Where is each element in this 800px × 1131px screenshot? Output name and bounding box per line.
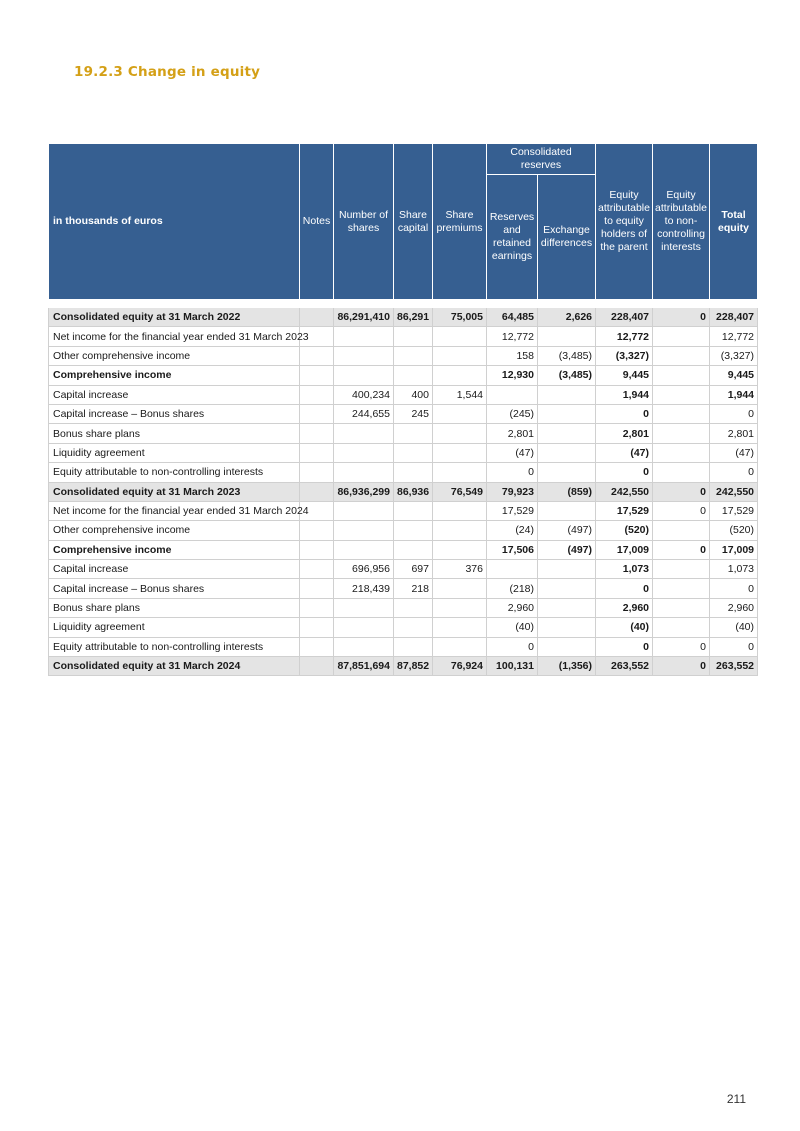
cell-parent: 2,801 (596, 424, 653, 443)
cell-nci (653, 618, 710, 637)
cell-shares: 86,291,410 (334, 308, 394, 327)
cell-reserves: 17,506 (487, 540, 538, 559)
cell-exchange (538, 579, 596, 598)
cell-nci (653, 560, 710, 579)
cell-reserves: 2,960 (487, 598, 538, 617)
cell-total: 1,944 (710, 385, 758, 404)
cell-reserves: (47) (487, 443, 538, 462)
cell-parent: (47) (596, 443, 653, 462)
cell-capital: 86,291 (394, 308, 433, 327)
cell-nci (653, 327, 710, 346)
cell-parent: 9,445 (596, 366, 653, 385)
table-row (49, 327, 758, 346)
cell-premiums (433, 540, 487, 559)
cell-capital: 400 (394, 385, 433, 404)
row-label: Net income for the financial year ended 31 March 2023 (49, 327, 300, 346)
cell-premiums (433, 404, 487, 423)
cell-exchange (538, 560, 596, 579)
row-label: Equity attributable to non-controlling interests (49, 463, 300, 482)
cell-notes (300, 560, 334, 579)
cell-nci: 0 (653, 501, 710, 520)
row-label: Other comprehensive income (49, 346, 300, 365)
cell-parent: 0 (596, 579, 653, 598)
cell-nci (653, 346, 710, 365)
cell-exchange: (3,485) (538, 346, 596, 365)
cell-total: 9,445 (710, 366, 758, 385)
row-label: Capital increase (49, 385, 300, 404)
row-label: Comprehensive income (49, 540, 300, 559)
cell-premiums (433, 618, 487, 637)
cell-total: (3,327) (710, 346, 758, 365)
cell-reserves: (218) (487, 579, 538, 598)
cell-reserves: 17,529 (487, 501, 538, 520)
cell-nci: 0 (653, 540, 710, 559)
cell-premiums (433, 501, 487, 520)
cell-parent: 0 (596, 404, 653, 423)
cell-shares (334, 598, 394, 617)
cell-exchange (538, 637, 596, 656)
cell-exchange: (1,356) (538, 657, 596, 676)
cell-shares (334, 366, 394, 385)
cell-exchange: (3,485) (538, 366, 596, 385)
cell-parent: 0 (596, 637, 653, 656)
cell-total: 0 (710, 463, 758, 482)
cell-exchange (538, 385, 596, 404)
cell-exchange (538, 501, 596, 520)
cell-exchange: 2,626 (538, 308, 596, 327)
cell-exchange: (497) (538, 540, 596, 559)
cell-notes (300, 366, 334, 385)
cell-capital (394, 327, 433, 346)
header-number-of-shares: Number of shares (334, 144, 394, 300)
cell-nci (653, 598, 710, 617)
cell-total: 2,801 (710, 424, 758, 443)
cell-notes (300, 657, 334, 676)
cell-premiums (433, 366, 487, 385)
cell-parent: 2,960 (596, 598, 653, 617)
table-row (49, 540, 758, 559)
cell-notes (300, 637, 334, 656)
cell-shares (334, 540, 394, 559)
cell-shares (334, 346, 394, 365)
cell-capital (394, 637, 433, 656)
cell-parent: 228,407 (596, 308, 653, 327)
cell-premiums (433, 579, 487, 598)
table-row (49, 346, 758, 365)
table-body (49, 300, 758, 676)
row-label: Liquidity agreement (49, 443, 300, 462)
cell-shares: 400,234 (334, 385, 394, 404)
cell-notes (300, 346, 334, 365)
cell-shares (334, 443, 394, 462)
cell-capital: 87,852 (394, 657, 433, 676)
header-share-premiums: Share premiums (433, 144, 487, 300)
cell-total: 0 (710, 637, 758, 656)
cell-reserves: 158 (487, 346, 538, 365)
cell-notes (300, 424, 334, 443)
cell-total: 263,552 (710, 657, 758, 676)
cell-nci (653, 443, 710, 462)
cell-premiums: 376 (433, 560, 487, 579)
cell-premiums: 76,924 (433, 657, 487, 676)
cell-parent: 242,550 (596, 482, 653, 501)
row-label: Consolidated equity at 31 March 2024 (49, 657, 300, 676)
header-reserves: Reserves and retained earnings (487, 175, 538, 300)
row-label: Other comprehensive income (49, 521, 300, 540)
cell-parent: (40) (596, 618, 653, 637)
cell-shares: 244,655 (334, 404, 394, 423)
header-equity-parent: Equity attributable to equity holders of the parent (596, 144, 653, 300)
cell-capital (394, 443, 433, 462)
cell-exchange: (859) (538, 482, 596, 501)
section-title: 19.2.3 Change in equity (74, 64, 261, 80)
cell-reserves (487, 560, 538, 579)
table-row (49, 308, 758, 327)
change-in-equity-table (48, 143, 758, 676)
cell-total: 242,550 (710, 482, 758, 501)
table-row (49, 366, 758, 385)
cell-reserves: 64,485 (487, 308, 538, 327)
cell-capital: 218 (394, 579, 433, 598)
cell-capital (394, 521, 433, 540)
table-row (49, 463, 758, 482)
cell-notes (300, 521, 334, 540)
cell-total: (520) (710, 521, 758, 540)
cell-notes (300, 540, 334, 559)
table-row (49, 443, 758, 462)
cell-exchange (538, 443, 596, 462)
cell-nci (653, 424, 710, 443)
cell-premiums (433, 521, 487, 540)
cell-total: 1,073 (710, 560, 758, 579)
table-row (49, 618, 758, 637)
cell-exchange (538, 463, 596, 482)
row-label: Equity attributable to non-controlling interests (49, 637, 300, 656)
cell-capital: 697 (394, 560, 433, 579)
table-row (49, 501, 758, 520)
cell-exchange (538, 598, 596, 617)
cell-premiums (433, 424, 487, 443)
cell-parent: (3,327) (596, 346, 653, 365)
cell-notes (300, 308, 334, 327)
row-label: Net income for the financial year ended 31 March 2024 (49, 501, 300, 520)
cell-nci: 0 (653, 308, 710, 327)
cell-reserves: 12,930 (487, 366, 538, 385)
table-row (49, 637, 758, 656)
cell-exchange (538, 424, 596, 443)
cell-shares (334, 637, 394, 656)
cell-reserves: 2,801 (487, 424, 538, 443)
cell-total: 12,772 (710, 327, 758, 346)
cell-nci (653, 463, 710, 482)
cell-total: 17,009 (710, 540, 758, 559)
cell-nci (653, 521, 710, 540)
header-label: in thousands of euros (49, 144, 300, 300)
cell-parent: 1,073 (596, 560, 653, 579)
cell-notes (300, 404, 334, 423)
cell-exchange (538, 327, 596, 346)
cell-nci (653, 404, 710, 423)
cell-reserves: (245) (487, 404, 538, 423)
cell-capital (394, 540, 433, 559)
cell-reserves: (40) (487, 618, 538, 637)
cell-reserves: 12,772 (487, 327, 538, 346)
cell-total: 0 (710, 404, 758, 423)
cell-premiums: 75,005 (433, 308, 487, 327)
cell-parent: 17,529 (596, 501, 653, 520)
cell-nci (653, 385, 710, 404)
cell-shares (334, 618, 394, 637)
header-notes: Notes (300, 144, 334, 300)
cell-premiums: 76,549 (433, 482, 487, 501)
cell-notes (300, 618, 334, 637)
cell-shares (334, 521, 394, 540)
cell-exchange: (497) (538, 521, 596, 540)
cell-notes (300, 579, 334, 598)
table-row (49, 560, 758, 579)
cell-shares (334, 424, 394, 443)
cell-reserves (487, 385, 538, 404)
table-row (49, 521, 758, 540)
cell-shares (334, 327, 394, 346)
row-label: Consolidated equity at 31 March 2023 (49, 482, 300, 501)
row-label: Capital increase (49, 560, 300, 579)
cell-parent: 12,772 (596, 327, 653, 346)
cell-parent: 1,944 (596, 385, 653, 404)
cell-capital (394, 618, 433, 637)
cell-reserves: 79,923 (487, 482, 538, 501)
table-row (49, 482, 758, 501)
cell-capital (394, 598, 433, 617)
cell-nci: 0 (653, 637, 710, 656)
cell-capital (394, 424, 433, 443)
cell-capital (394, 346, 433, 365)
cell-shares: 86,936,299 (334, 482, 394, 501)
cell-parent: 0 (596, 463, 653, 482)
table-row (49, 598, 758, 617)
cell-total: 2,960 (710, 598, 758, 617)
cell-exchange (538, 404, 596, 423)
cell-capital: 86,936 (394, 482, 433, 501)
cell-total: 17,529 (710, 501, 758, 520)
row-label: Capital increase – Bonus shares (49, 579, 300, 598)
cell-shares: 87,851,694 (334, 657, 394, 676)
cell-notes (300, 482, 334, 501)
cell-parent: (520) (596, 521, 653, 540)
cell-shares: 696,956 (334, 560, 394, 579)
row-label: Comprehensive income (49, 366, 300, 385)
cell-premiums (433, 598, 487, 617)
cell-nci: 0 (653, 482, 710, 501)
cell-premiums (433, 637, 487, 656)
table-row (49, 657, 758, 676)
row-label: Consolidated equity at 31 March 2022 (49, 308, 300, 327)
cell-premiums: 1,544 (433, 385, 487, 404)
row-label: Bonus share plans (49, 424, 300, 443)
cell-premiums (433, 346, 487, 365)
cell-premiums (433, 327, 487, 346)
cell-notes (300, 463, 334, 482)
cell-parent: 263,552 (596, 657, 653, 676)
cell-premiums (433, 443, 487, 462)
header-total-equity: Total equity (710, 144, 758, 300)
header-consolidated-reserves: Consolidated reserves (487, 144, 596, 175)
cell-reserves: 0 (487, 463, 538, 482)
table-row (49, 579, 758, 598)
table-row (49, 385, 758, 404)
cell-reserves: (24) (487, 521, 538, 540)
cell-capital (394, 366, 433, 385)
header-exchange-differences: Exchange differences (538, 175, 596, 300)
header-share-capital: Share capital (394, 144, 433, 300)
table-header (49, 144, 758, 300)
table-row (49, 404, 758, 423)
cell-nci: 0 (653, 657, 710, 676)
cell-nci (653, 579, 710, 598)
cell-notes (300, 443, 334, 462)
cell-shares (334, 501, 394, 520)
table-row (49, 424, 758, 443)
header-equity-nci: Equity attributable to non-controlling interests (653, 144, 710, 300)
cell-capital: 245 (394, 404, 433, 423)
cell-premiums (433, 463, 487, 482)
cell-total: 0 (710, 579, 758, 598)
cell-capital (394, 463, 433, 482)
cell-shares (334, 463, 394, 482)
cell-total: (47) (710, 443, 758, 462)
row-label: Bonus share plans (49, 598, 300, 617)
row-label: Capital increase – Bonus shares (49, 404, 300, 423)
cell-exchange (538, 618, 596, 637)
cell-nci (653, 366, 710, 385)
cell-reserves: 100,131 (487, 657, 538, 676)
cell-total: 228,407 (710, 308, 758, 327)
cell-parent: 17,009 (596, 540, 653, 559)
cell-total: (40) (710, 618, 758, 637)
cell-notes (300, 385, 334, 404)
row-label: Liquidity agreement (49, 618, 300, 637)
cell-shares: 218,439 (334, 579, 394, 598)
page-number: 211 (726, 1092, 746, 1106)
cell-notes (300, 598, 334, 617)
cell-capital (394, 501, 433, 520)
cell-reserves: 0 (487, 637, 538, 656)
